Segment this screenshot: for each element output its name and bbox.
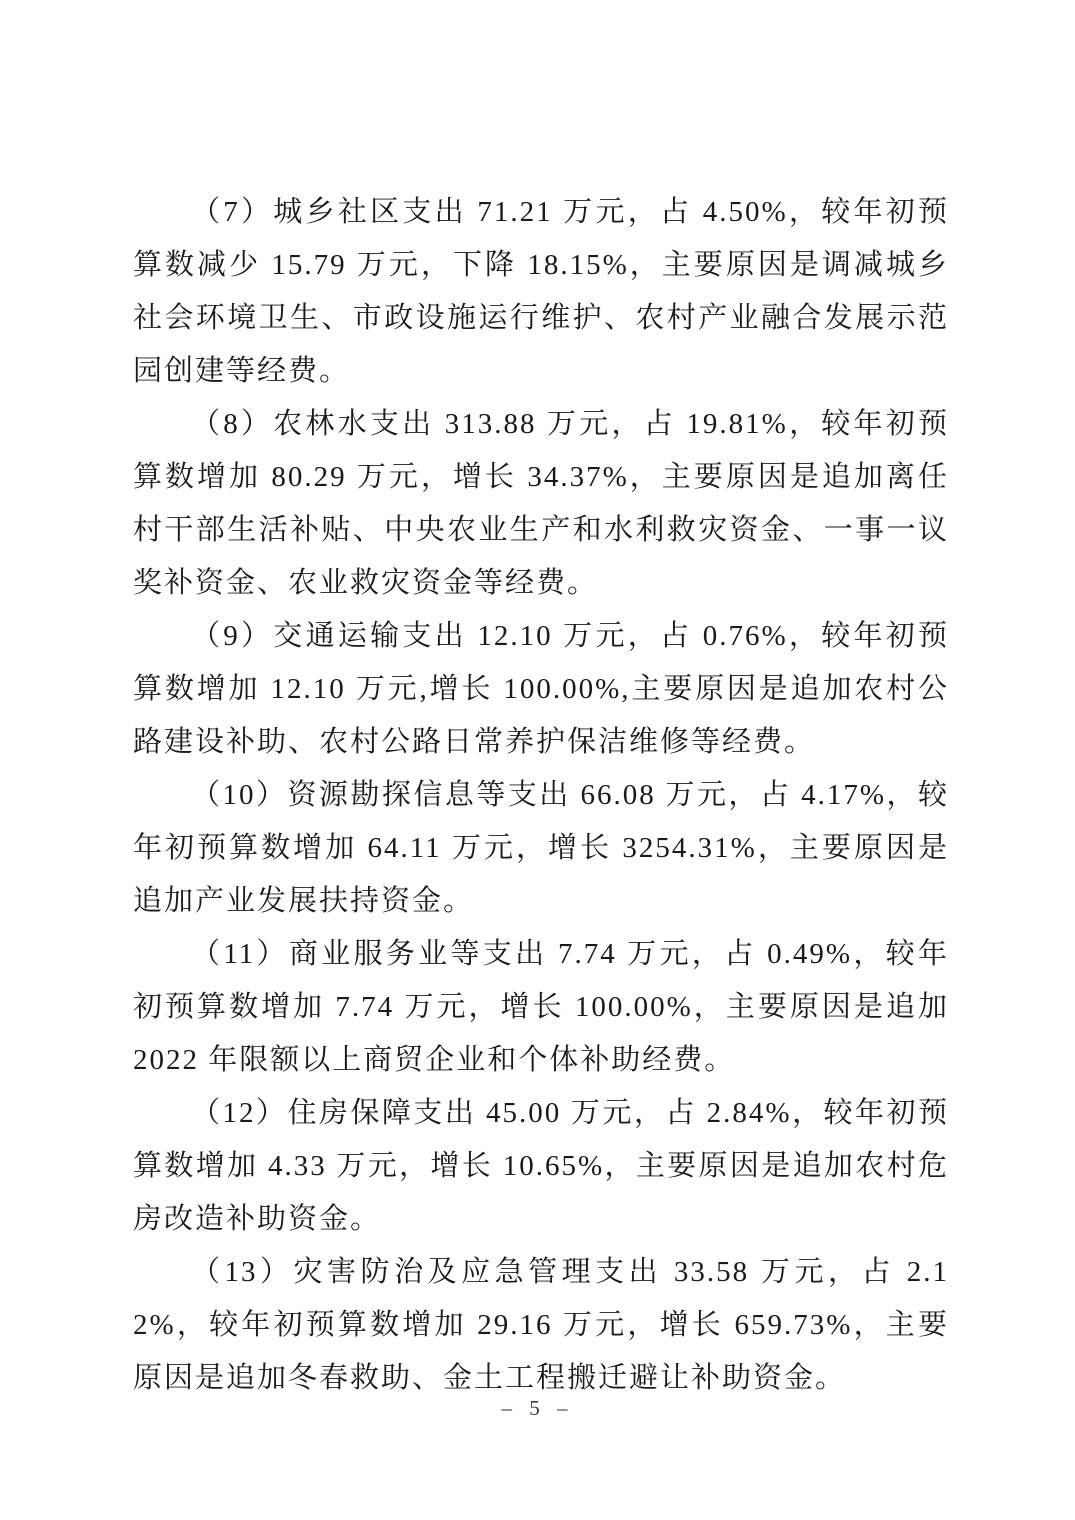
paragraph-item-9: （9）交通运输支出 12.10 万元，占 0.76%，较年初预算数增加 12.10 万元,增长 100.00%,主要原因是追加农村公路建设补助、农村公路日常养护保洁维修等经费。 — [133, 620, 949, 758]
paragraph-item-10: （10）资源勘探信息等支出 66.08 万元，占 4.17%，较年初预算数增加 64.11 万元，增长 3254.31%，主要原因是追加产业发展扶持资金。 — [133, 779, 949, 917]
paragraph-item-7: （7）城乡社区支出 71.21 万元，占 4.50%，较年初预算数减少 15.79 万元，下降 18.15%，主要原因是调减城乡社会环境卫生、市政设施运行维护、农村产业融合发展示范园创建等经费。 — [133, 196, 949, 387]
paragraph-item-12: （12）住房保障支出 45.00 万元，占 2.84%，较年初预算数增加 4.33 万元，增长 10.65%，主要原因是追加农村危房改造补助资金。 — [133, 1097, 949, 1235]
paragraph-item-8: （8）农林水支出 313.88 万元，占 19.81%，较年初预算数增加 80.29 万元，增长 34.37%，主要原因是追加离任村干部生活补贴、中央农业生产和水利救灾资金、一事一议奖补资金、农业救灾资金等经费。 — [133, 408, 949, 599]
page-number: – 5 – — [501, 1396, 574, 1420]
document-body — [133, 186, 949, 1405]
paragraph-item-11: （11）商业服务业等支出 7.74 万元，占 0.49%，较年初预算数增加 7.74 万元，增长 100.00%，主要原因是追加 2022 年限额以上商贸企业和个体补助经费。 — [133, 938, 949, 1076]
page-footer — [0, 1396, 1075, 1421]
paragraph-item-13: （13）灾害防治及应急管理支出 33.58 万元，占 2.12%，较年初预算数增加 29.16 万元，增长 659.73%，主要原因是追加冬春救助、金土工程搬迁避让补助资金。 — [133, 1256, 949, 1394]
